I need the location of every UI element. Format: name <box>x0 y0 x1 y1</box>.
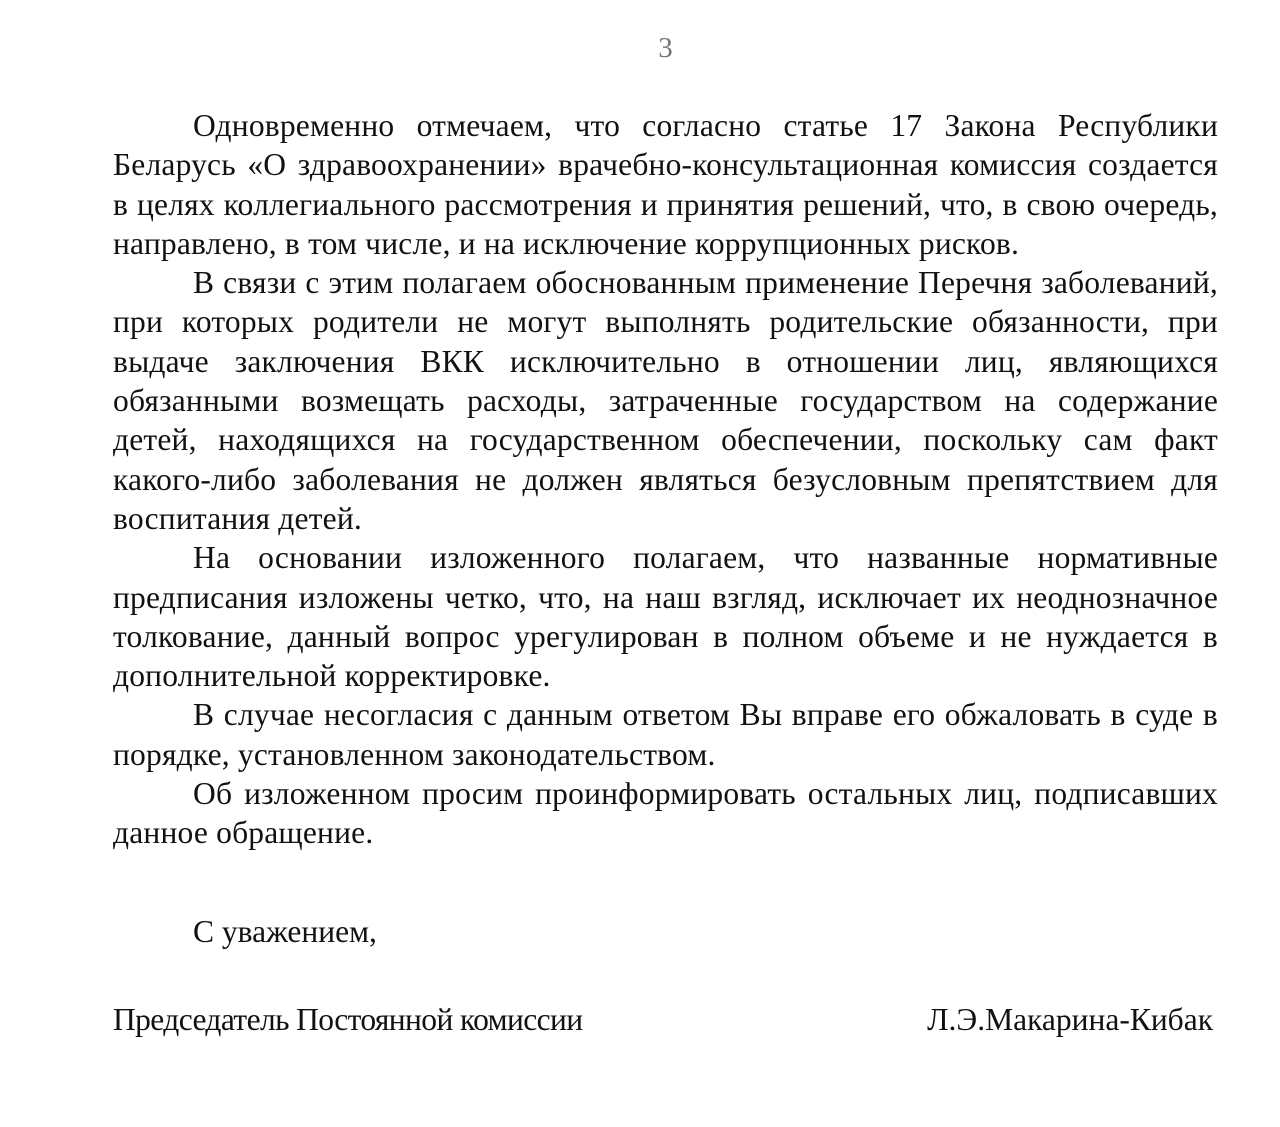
signatory-position: Председатель Постоянной комиссии <box>113 1002 583 1037</box>
letter-body <box>113 106 1218 853</box>
paragraph-diseases-list: В связи с этим полагаем обоснованным применение Перечня заболеваний, при которых родители не могут выполнять родительские обязанности, при выдаче заключения ВКК исключительно в отношении лиц, являющихся обязанными возмещать расходы, затраченные государством на содержание детей, находящихся на государственном обеспечении, поскольку сам факт какого-либо заболевания не должен являться безусловным препятствием для воспитания детей. <box>113 265 1218 536</box>
page-number: 3 <box>658 32 673 64</box>
paragraph-appeal-right: В случае несогласия с данным ответом Вы вправе его обжаловать в суде в порядке, установленном законодательством. <box>113 697 1218 772</box>
signature-block <box>113 1000 1213 1040</box>
closing-greeting: С уважением, <box>193 914 377 949</box>
paragraph-healthcare-law: Одновременно отмечаем, что согласно статье 17 Закона Республики Беларусь «О здравоохранении» врачебно-консультационная комиссия создается в целях коллегиального рассмотрения и принятия решений, что, в свою очередь, направлено, в том числе, и на исключение коррупционных рисков. <box>113 108 1218 261</box>
paragraph-conclusion: На основании изложенного полагаем, что названные нормативные предписания изложены четко, что, на наш взгляд, исключает их неоднозначное толкование, данный вопрос урегулирован в полном объеме и не нуждается в дополнительной корректировке. <box>113 540 1218 694</box>
signatory-name: Л.Э.Макарина-Кибак <box>927 1002 1213 1037</box>
paragraph-inform-others: Об изложенном просим проинформировать остальных лиц, подписавших данное обращение. <box>113 776 1218 851</box>
